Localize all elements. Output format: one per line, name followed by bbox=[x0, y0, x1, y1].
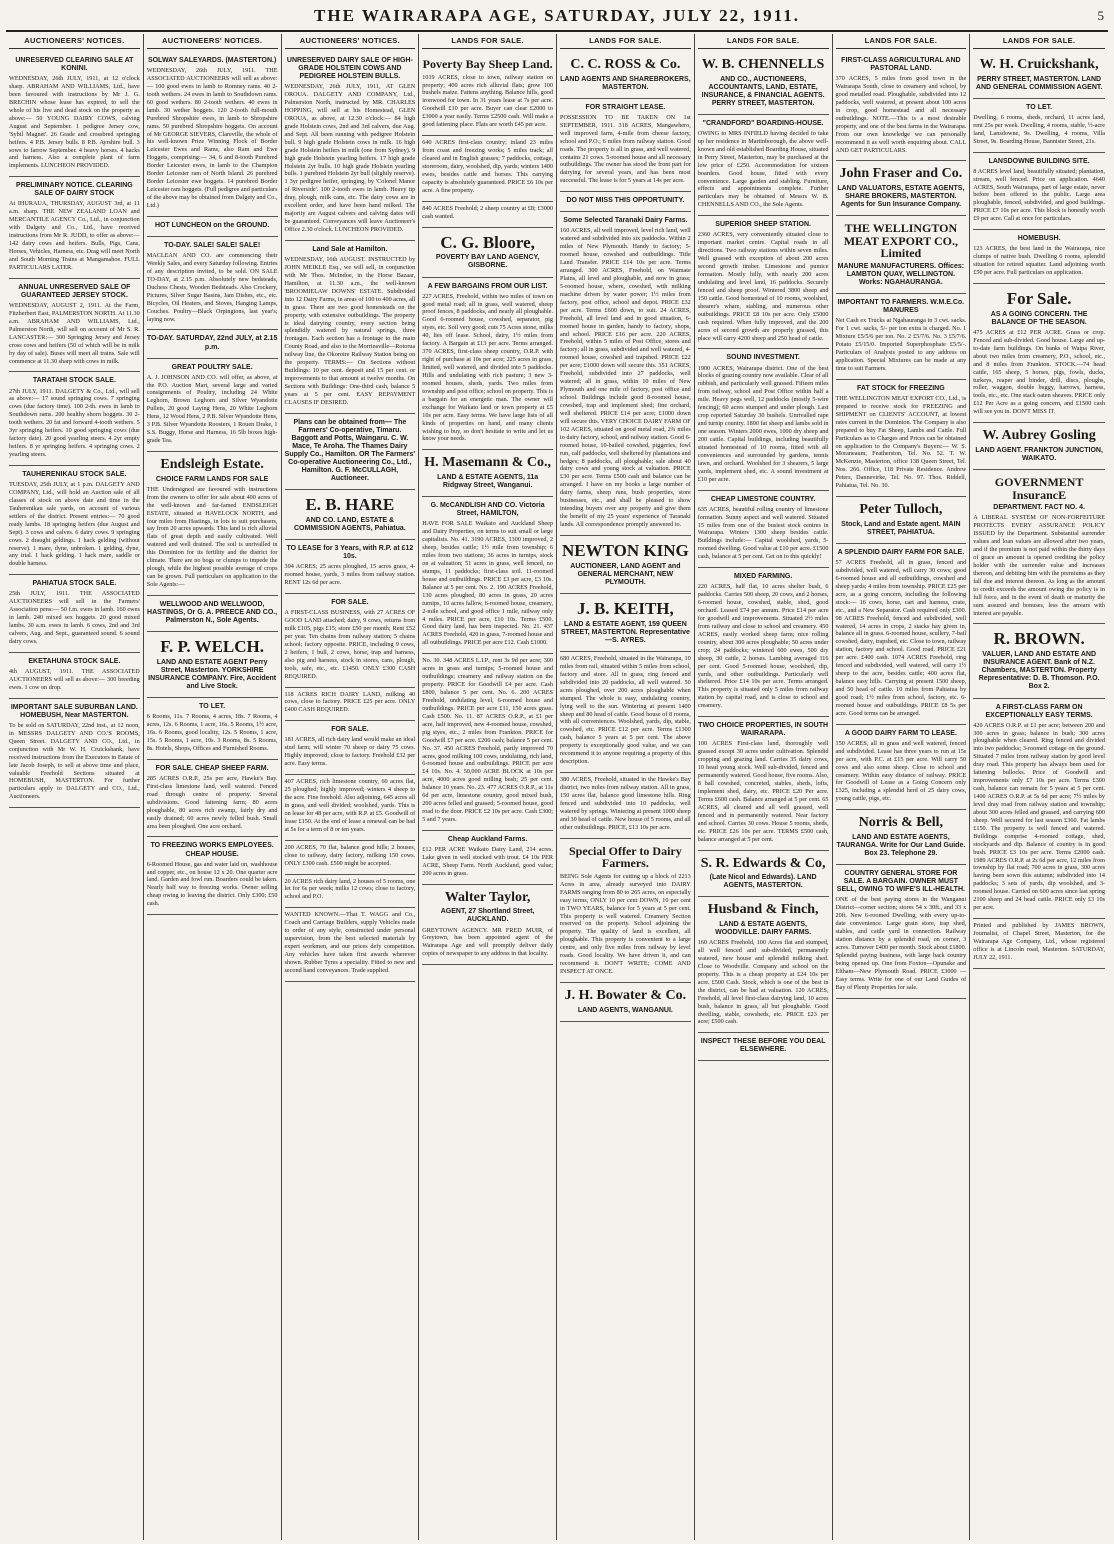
ad-heading: TAUHERENIKAU STOCK SALE. bbox=[22, 470, 127, 478]
ad-heading: PRELIMINARY NOTICE. CLEARING SALE OF DAIRY STOCK bbox=[16, 182, 133, 198]
ad-body-text: 640 ACRES first-class country; inland 23 miles from coast and freezing works; 5 miles track; all cleared and in English grasses; 7 paddocks, cottage, storeroom, dairy, woolshed, dip, yards; winters 1400 ewes, besides cattle and horses. This carrying capacity is absolutely guaranteed. PRICE £6 10s per acre. A fine property. bbox=[422, 139, 553, 194]
ad-body-text: 25th JULY, 1911. THE ASSOCIATED AUCTIONEERS will sell in the Farmers' Association pens:— 50 f.m. ewes in lamb. 160 ewes in lamb. 240 mixed sex hoggets. 20 good mixed lambs. 30 a.m. ewes in lamb. 6 cows, 2nd and 3rd calvers, Aug. and Sept., guaranteed sound. 6 sound dairy cows. bbox=[9, 590, 140, 645]
ad-heading: TO-DAY. SATURDAY, 22nd JULY, at 2.15 p.m. bbox=[146, 335, 278, 351]
ad-body-text: GREYTOWN AGENCY. MR FRED MUIR, of Greytown, has been appointed agent of the Wairarapa Age and will promptly deliver daily copies of newspaper to any address in that locality. bbox=[422, 926, 553, 958]
ad-body-text: Net Cash ex Trucks at Ngahauranga in 3 cwt. sacks. For 1 cwt. sacks, 5/- per ton extra is charged. No. 1 Mixture £5/5/6 per ton. No. 2 £5/7/6. No. 3 £5/7/6. Potato £5/15/0. Imported Superphosphate £5/5/-. Particulars of Analysis posted to any address on application. Special Mixtures can be made at any time to suit Farmers. bbox=[835, 317, 967, 372]
ad-display-name: E. B. HARE bbox=[305, 495, 395, 515]
page-columns bbox=[6, 34, 1108, 1540]
advertisement bbox=[147, 330, 278, 358]
ad-heading: LAND VALUATORS, ESTATE AGENTS, SHARE BROKERS, MASTERTON. Agents for Sun Insurance Company. bbox=[837, 185, 965, 209]
advertisement bbox=[973, 284, 1105, 423]
advertisement bbox=[285, 540, 416, 594]
advertisement bbox=[9, 52, 140, 177]
advertisement bbox=[698, 897, 829, 1033]
ad-body-text: POSSESSION TO BE TAKEN ON 1st SEPTEMBER, 1911. 318 ACRES, Mangawhero, well improved farm, 4-mile from cheese factory, school and P.O.; 6 miles from railway station. Good roads. The property is all in grass, and well watered, contains 21 cows. 5-roomed house and all necessary outbuildings. The owner has stood the front part for dairying for several years, and has been most successful. The lease is for 5 years at 14s per acre. bbox=[560, 113, 691, 185]
ad-heading: FIRST-CLASS AGRICULTURAL AND PASTORAL LAND. bbox=[841, 57, 961, 73]
ad-heading: VALUER, LAND AND ESTATE AND INSURANCE AGENT. Bank of N.Z. Chambers, MASTERTON. Property Representative: D. B. Thomson. P.O. Box 2. bbox=[978, 651, 1100, 691]
advertisement bbox=[973, 230, 1105, 284]
ad-display-name: For Sale. bbox=[1006, 288, 1072, 308]
ad-body-text: 380 ACRES, Freehold, situated in the Hawke's Bay district, two miles from railway station. All in grass, 150 acres flat, balance good limestone hills. Ring fenced and subdivided into 10 paddocks, well watered by springs. Wintering at present 1000 sheep and 30 head of cattle. New house of 5 rooms, and all other outbuildings. PRICE, £13 10s per acre. bbox=[560, 776, 691, 831]
ad-heading: LAND & ESTATE AGENT, 159 QUEEN STREET, MASTERTON. Representative—S. AYRES. bbox=[560, 620, 690, 644]
ad-body-text: 635 ACRES, beautiful rolling country of limestone formation. Sunny aspect and well watered. Situated 15 miles from one of the busiest stock centres in Wairarapa. Winters 1300 sheep besides cattle. Buildings include:— Capital woolshed, yards, 5-roomed dwelling. Good value at £10 per acre. £1500 cash, balance at 5 per cent. Get on to this quickly! bbox=[697, 505, 829, 561]
ad-display-name: Norris & Bell, bbox=[858, 815, 944, 831]
advertisement bbox=[285, 241, 416, 414]
ad-body-text: 6-Roomed House, gas and water laid on, washhouse and copper, etc., on house 12 x 20. One quarter acre land. Garden and fowl run. Boarders could be taken. Nearly half way to freezing works. Owner selling cheap owing to leaving the district. Only £300; £50 cash. bbox=[146, 860, 278, 908]
ad-display-name: Peter Tulloch, bbox=[859, 502, 943, 518]
ad-body-text: 4th AUGUST, 1911. THE ASSOCIATED AUCTIONEERS will sell as above:— 300 breeding ewes. 1 cow on drop. bbox=[9, 667, 140, 691]
page-number: 5 bbox=[1097, 8, 1104, 23]
ad-heading: DEPARTMENT. FACT NO. 4. bbox=[993, 504, 1085, 512]
advertisement bbox=[836, 380, 967, 497]
advertisement bbox=[9, 699, 140, 808]
advertisement bbox=[422, 136, 553, 202]
advertisement bbox=[836, 810, 967, 865]
ad-heading: TO LET. bbox=[199, 703, 226, 711]
advertisement bbox=[422, 497, 553, 654]
ad-heading: TO LET. bbox=[1026, 103, 1053, 111]
ad-body-text: 407 ACRES, rich limestone country, 60 acres flat, 25 ploughed; highly improved; winters 4 sheep to the acre. Fine freehold. Also adjoining, 645 acres all in grass, and well divided; woolshed, yards. This is on lease for 48 per acre, with R.P. at £5. Goodwill of lease £150. At the end of lease a renewal can be had at 5s for a term of 8 or ten years. bbox=[284, 778, 416, 833]
ad-body-text: BEING Sole Agents for cutting up a block of 2213 Acres in area, already surveyed into DAIRY FARMS ranging from 80 to 265 acres, on especially easy terms, ONLY 10 per cent DOWN, 10 per cent in TWO YEARS, balance for 5 years at 5 per cent. This property is well watered. Creamery Section reserved on the property. School adjoining the property. The quality of land is excellent, all ploughable. This property is convenient to a large centre, and only five miles from railway by level roads. Good locality. We have driven it, and can recommend it. DON'T WRITE; COME AND INSPECT AT ONCE. bbox=[560, 872, 691, 976]
ad-body-text: 475 ACRES at £12 PER ACRE. Grass or crop. Fenced and sub-divided. Good house. Large and up-to-date farm buildings. On banks of Waipa River, about two miles from creamery, P.O., school, etc., and 8 miles from Frankton. STOCK.—74 head cattle, 165 sheep, 5 horses, pigs, fowls, ducks, turkeys, reaper and binder, drill, discs, ploughs, roller, waggon, double buggy, harrows, harness, tools, etc., etc. One stack oaten sheaves. PRICE only £12 Per Acre as a going concern, and £1500 cash will see you in. DON'T MISS IT. bbox=[973, 328, 1105, 416]
ad-body-text: 680 ACRES, Freehold, situated in the Wairarapa, 10 miles from rail, situated within 5 miles from school, factory and store. All in grass, ring fenced and subdivided into 20 paddocks, all well watered. 50 acres ploughed, over 200 acres ploughable when stumped. The whole is easy, undulating country, lying well to the sun. Wintering at present 1400 sheep and 80 head of cattle. Good house of 8 rooms, with all conveniences. Woolshed, yards, dip, stable, cowshed, etc. PRICE £12 per acre. Terms £1300 cash, balance 5 years at 5 per cent. The above property is exceptionally good value, and we can recommend it to anyone requiring a property of this description. bbox=[560, 654, 691, 766]
advertisement bbox=[9, 279, 140, 373]
ad-heading: TO-DAY. SALE! SALE! SALE! bbox=[164, 241, 261, 249]
ad-body-text: At IHURAUA, THURSDAY, AUGUST 3rd, at 11 a.m. sharp. THE NEW ZEALAND LOAN and MERCANTILE AGENCY Co., Ltd., in conjunction with Dalgety and Co., Ltd., have received instructions from Mr R. JUDD, to offer as above:— 142 dairy cows and heifers. Bulls, Pigs, Cans, Horses, Vehicles, Harness, etc. Drag will meet North and South Morning Trains at Mangamahoe. FULL PARTICULARS LATER. bbox=[9, 200, 140, 271]
ad-body-text: To be sold on SATURDAY, 22nd inst., at 12 noon, in MESSRS DALGETY AND CO.'S ROOMS, Queen Street. DALGETY AND CO., Ltd., in conjunction with Mr W. H. Cruickshank, have received instructions from the Executors in Estate of late Jacob Joseph, to sell at above time and place, valuable Freehold Sections situated at HOMEBUSH, MASTERTON. For further particulars apply to DALGETY and CO., Ltd., Auctioneers. bbox=[9, 721, 140, 801]
ad-display-name: Special Offer to Dairy Farmers. bbox=[568, 843, 682, 871]
ad-heading: TO LEASE for 3 Years, with R.P. at £12 10s. bbox=[286, 545, 414, 561]
ad-heading: Some Selected Taranaki Dairy Farms. bbox=[563, 217, 688, 225]
ad-heading: LAND AGENTS AND SHAREBROKERS, MASTERTON. bbox=[560, 75, 691, 91]
ad-heading: LAND AND ESTATE AGENT Perry Street, Masterton. YORKSHIRE INSURANCE COMPANY. Fire, Accident and Live Stock. bbox=[148, 658, 277, 691]
ad-display-name: S. R. Edwards & Co, bbox=[700, 855, 826, 871]
ad-heading: LAND & ESTATE AGENTS, 11a Ridgway Street, Wanganui. bbox=[437, 474, 539, 490]
advertisement bbox=[973, 423, 1105, 470]
ad-body-text: 118 ACRES RICH DAIRY LAND, milking 40 cows, close to factory. PRICE £25 per acre. ONLY £400 CASH REQUIRED. bbox=[284, 690, 416, 714]
ad-body-text: HAVE FOR SALE Waikato and Auckland Sheep and Dairy Properties, on terms to suit small or large capitalists. No. 41. 3190 ACRES, 1300 improved, 2 sheep, besides cattle; 1½ mile from township; 6 miles from two stations; 36 acres in turnips, stock on at valuation; 51 acres in grass, well fenced, no stumps, 11 paddocks; first-class soil. 11-roomed house and outbuildings. PRICE £3 per acre, £3 10s. Balance at 5 per cent. No. 2. 190 ACRES Freehold, 130 acres ploughed, 80 acres in grass, 20 acres turnips, 10 acres fallow, 6-roomed house, creamery, 2-mile school, and good office 1 mile, railway only 4 miles. PRICE per acre, £10 10s. Terms £500. Good dairy land, has been inspected. No. 21. 437 ACRES Freehold, 420 in grass, 7-roomed house and all outbuildings. PRICE per acre £12. Cash £1000. bbox=[422, 520, 553, 647]
column-4 bbox=[419, 34, 557, 1540]
ad-heading: FOR SALE. bbox=[331, 599, 369, 607]
ad-body-text: 8 ACRES level land, beautifully situated; plantation, stream, well fenced. Price on application. 4640 ACRES, South Wairarapa, part of large estate, never before been offered to the public. Large area ploughable, fenced, subdivided, and good buildings. PRICE £7 10s per acre. This block is honestly worth £9 per acre. Call at once for particulars. bbox=[973, 167, 1105, 223]
ad-display-name: H. Masemann & Co., bbox=[424, 455, 552, 471]
advertisement bbox=[9, 372, 140, 465]
advertisement bbox=[147, 359, 278, 452]
advertisement bbox=[147, 837, 278, 915]
advertisement bbox=[698, 349, 829, 490]
advertisement bbox=[147, 698, 278, 760]
ad-body-text: 200 ACRES, 70 flat, balance good hills; 2 houses, close to railway, dairy factory, milking 150 cows. ONLY £300 cash. £500 might be accepted. bbox=[284, 843, 416, 867]
column-8 bbox=[970, 34, 1108, 1540]
ad-body-text: 57 ACRES Freehold, all in grass, fenced and subdivided, well watered, will carry 30 cows; good 6-roomed house and all outbuildings, cowshed and sheep yards; 4 miles from township. PRICE £25 per acre, as a going concern, including the following stock:— 16 cows, horse, cart and harness, crate, etc., and a New Separator. Cash required only £300. 98 ACRES Freehold, fenced and subdivided, well watered, 14 acres in crops, 2 stacks hay given in, balance all in grass. 6-roomed house, scullery, 7-bail cowshed, dairy, trapshed, etc. Close to town, railway station, factory and school. Good road. PRICE £21 per acre. £400 cash. 1074 ACRES Freehold, ring fenced and subdivided, well watered, will carry 1½ sheep to the acre, besides cattle; 400 acres flat, balance easy hills. Carrying at present 1500 sheep, and 50 head of cattle. 10 miles from Pahiatua by good road; 1½ miles from school, factory, etc. 6-roomed house and outbuildings. PRICE £8 5s per acre. Good terms can be arranged. bbox=[835, 559, 967, 717]
ad-body-text: 840 ACRES Freehold; 2 sheep country at £8; £3000 cash wanted. bbox=[422, 204, 553, 220]
ad-heading: UNRESERVED CLEARING SALE AT KONINI. bbox=[15, 57, 134, 73]
ad-heading: LAND AGENTS, WANGANUI. bbox=[577, 1006, 673, 1014]
ad-body-text: 285 ACRES O.R.P., 25s per acre, Hawke's Bay. First-class limestone land, well watered. Fenced road through centre of property. Several subdivisions. Good fattening farm; 80 acres ploughable, 80 acres rich swamp, fairly dry and easily drained; 60 acres newly felled bush. Small area been ploughed. One acre orchard. bbox=[146, 774, 278, 830]
ad-heading: TWO CHOICE PROPERTIES, IN SOUTH WAIRARAPA. bbox=[698, 722, 829, 738]
ad-heading: AGENT, 27 Shortland Street, AUCKLAND. bbox=[440, 908, 535, 924]
advertisement bbox=[285, 908, 416, 982]
ad-body-text: 1900 ACRES, Wairarapa district. One of the best blocks of grazing country now available. Clear of all rubbish, and particularly well grassed. Fifteen miles from railway, school and Post Office within half a mile. Heavy pegs well, 12 paddocks (mostly 5-wire fencing); 60 acres stumped and under plough. Last crop reported Saturday 30 bushels. Unrivalled rape and turnip country. 1800 fat sheep and lambs sold in one season. Winters 2000 ewes, 1000 dry sheep and 200 cattle. Capital buildings, including beautifully situated homestead of 10 rooms, fitted with all conveniences and surrounded by gardens, tennis lawn, and orchard. Woolshed for 3 shearers, 5 large yards, implement shed, etc. A sound investment at £10 per acre. bbox=[697, 364, 829, 483]
advertisement bbox=[560, 594, 691, 652]
ad-body-text: ONE of the best paying stores in the Wanganui District—corner section; stores 54 x 30ft., and 33 x 20ft. New 6-roomed Dwelling, with every up-to-date convenience. Large grain store, trap shed, stables, and cattle yard in connection. Railway station distance by a splendid road, on corner, 3 acres. Turnover £400 per month. Stock about £1800. Splendid paying business, with large back country being opened up. One from Foxton—Opunake and Eltham—New Plymouth Road. PRICE £3000 — Easy terms. Write for one of our Land Guides of Bay of Plenty Properties for sale. bbox=[835, 896, 967, 991]
ad-heading: A GOOD DAIRY FARM TO LEASE. bbox=[844, 729, 957, 737]
advertisement bbox=[973, 52, 1105, 99]
ad-display-name: Husband & Finch, bbox=[707, 902, 819, 918]
ad-heading: Stock, Land and Estate agent. MAIN STREET, PAHIATUA. bbox=[841, 520, 961, 536]
ad-body-text: THE WELLINGTON MEAT EXPORT CO., Ltd., is prepared to receive stock for FREEZING and SHIPMENT on CLIENTS' ACCOUNT, at lowest rates current in the Dominion. The Company is also prepared to buy Fat Sheep, Lambs and Cattle. Full Particulars as to Charges and Prices can be obtained on application to the Company's Buyers:— W. S. Moraneaum, Featherston, Tel. No. 52. T. W. McKenzie, Masterton, office 138 Queen Street, Tel. Nos. 266. Office, 118 Private Residence. Andrew Peters, Dannevirke, Tel. No. 97. Thos. Riddell, Pahiatua, Tel. No. 30. bbox=[835, 394, 967, 490]
ad-body-text: 100 ACRES First-class land, thoroughly well grassed except 30 acres under cultivation. Splendid cropping and grazing land. Carries 35 dairy cows, 10 head young stock. Well sub-divided, fenced and permanently watered. Good house, five rooms. Also, 8 ball cowshed, concreted, stables, sheds, lofts, implement shed, dairy, etc. PRICE £20 Per acre. Terms £600 cash. Balance arranged at 5 per cent. 65 ACRES, all cleared and all well grassed, well fenced and in permanently watered. Near factory and school. Carries 30 cows. House 5 rooms, sheds, etc. PRICE £26 10s per acre. TERMS £500 cash, balance arranged at 5 per cent. bbox=[697, 740, 829, 843]
ad-body-text: Printed and published by JAMES BROWN, Journalist, of Chapel Street, Masterton, for the Wairarapa Age Company, Ltd., whose registered office is at Lincoln road, Masterton. SATURDAY, JULY 22, 1911. bbox=[973, 922, 1105, 961]
column-3 bbox=[282, 34, 420, 1540]
ad-heading: EKETAHUNA STOCK SALE. bbox=[28, 657, 121, 665]
ad-heading: TO FREEZING WORKS EMPLOYEES. CHEAP HOUSE. bbox=[150, 842, 274, 858]
ad-body-text: WANTED KNOWN.—That T. WAGG and Co., Coach and Carriage Builders, supply Vehicles made to order of any style, constructed under personal supervision, from the best selected materials by expert workmen, and our prices defy competition. Any vehicles have taken first awards wherever shown. Rubber Tyres a speciality. Fitted to new and second hand conveyances. Trade supplied. bbox=[284, 911, 416, 974]
advertisement bbox=[836, 216, 967, 294]
ad-body-text: THE Undersigned are favoured with instructions from the owners to offer for sale about 400 acres of the well-known and far-famed ENDSLEIGH ESTATE, situated at HAVELOCK NORTH, and four miles from Hastings, in lots to suit purchasers, say from 20 acres upwards. This land is rich alluvial flats of great depth and easily cultivated. Well watered and well drained. The soil is unrivalled in this Dominion for its fertility and the district for climate. There are no bogs or clumps to impede the plough, while the highest possible average of crops can be grown. Full particulars on application to the Sole Agents:— bbox=[146, 485, 278, 589]
advertisement bbox=[422, 885, 553, 966]
advertisement bbox=[836, 52, 967, 161]
ad-display-name: W. B. CHENNELLS bbox=[701, 57, 825, 72]
ad-heading: GREAT POULTRY SALE. bbox=[171, 363, 253, 371]
advertisement bbox=[698, 568, 829, 717]
ad-body-text: WEDNESDAY, 26th JULY, 1911, AT GLEN OROUA. DALGETY AND COMPANY, Ltd., Palmerston North, instructed by MR. CHARLES HOPPING, will sell at his Homestead, GLEN OROUA, as above, at 12.30 o'clock:— 84 high grade Holstein cows, 2nd and 3rd calvers, due Aug. and Sept. All been running with pedigree Holstein bull. 9 high grade Holstein cows in milk. 16 high grade Holstein heifers in milk (one from Sydney). 9 high grade Holstein yearling heifers. 17 high grade Holstein 2yr bulls. 10 high grade Holstein yearling bulls. 1 purebred Holstein 2yr bull (slightly reserve). 1 3yr pedigree heifer, springing, by 'Colonel Manor of Riverside'. 100 2-tooth ewes in lamb. Heavy tip dray, plough, milk cans, etc. The dairy cows are in excellent order, and have been hand milked. The majority are August calvers and calving dates will be guaranteed. Conveyances will leave Auctioneer's Office 2.30 o'clock. LUNCHEON PROVIDED. bbox=[284, 83, 416, 234]
column-header: LANDS FOR SALE. bbox=[560, 34, 691, 49]
ad-display-name: C. G. Bloore, bbox=[440, 232, 535, 252]
advertisement bbox=[147, 217, 278, 237]
advertisement bbox=[836, 161, 967, 216]
ad-heading: UNRESERVED DAIRY SALE OF HIGH-GRADE HOLSTEIN COWS AND PEDIGREE HOLSTEIN BULLS. bbox=[286, 57, 413, 81]
ad-body-text: 160 ACRES, all well improved, level rich land, well watered and subdivided into six paddocks. Within 2 miles of New Plymouth. Handy to factory; 5-roomed house, cowshed and outbuildings. Title Land Transfer. PRICE £14 10s per acre. Terms arranged. 300 ACRES, Freehold, on Waimate Plains, all level and ploughable, and now in grass; 5-roomed house, where, cowshed, with milking machine driven by water power; 1½ miles from factory, post office, school and depot. PRICE £32 per acre. Terms £600 down, to suit. 24 ACRES, Freehold, all level land and in good situation, 6-roomed house in garden, handy to factory, shops, and school. PRICE £16 per acre. 220 ACRES, Freehold, within 5 miles of Post Office, stores and factory; all in grass, subdivided and well watered, 4-roomed house, cowshed and trapshed. PRICE £22 per acre; £1000 down will secure this. 351 ACRES, Freehold, subdivided into 27 paddocks, well watered; all in grass, within 10 miles of New Plymouth and one mile of factory, post office and school. Buildings include good 8-roomed house, cowshed, trap and implement shed; fine orchard, well sheltered. PRICE £14 per acre; £1000 down will secure this. VERY CHOICE DAIRY FARM OF 102 ACRES, situated on good metal road, 2¾ miles to dairy factory, school, and railway station. Good 6-roomed house, 10-bailed cowshed, piggeries, fowl run, calf paddocks, well sheltered by plantations and hedges; 8 paddocks, all ploughable; sale about 40 dairy cows and young stock at valuation. PRICE £30 per acre. Terms £500 cash and balance can be arranged. I have on my books a large number of dairy farms, sheep runs, bush properties, store businesses, etc., and shall be pleased to show intending buyers over any property and give them the benefit of my 25 years' experience of Taranaki lands. All correspondence promptly answered to. bbox=[560, 227, 691, 529]
advertisement bbox=[147, 452, 278, 596]
advertisement bbox=[147, 237, 278, 330]
ad-heading: A FEW BARGAINS FROM OUR LIST. bbox=[427, 282, 548, 290]
ad-body-text: 370 ACRES, 5 miles from good town in the Wairarapa South, close to creamery and school, by good metalled road. Ploughable, subdivided into 12 paddocks, well watered, at present about 100 acres in crop, good homestead and all necessary outbuildings. NOTE.—This is a most desirable property, and one of the best farms in the Wairarapa. From our own knowledge we can personally recommend it as well worth enquiring about. CALL AND GET PARTICULARS. bbox=[835, 75, 967, 154]
ad-heading: FOR SALE. bbox=[331, 726, 369, 734]
ad-body-text: 1019 ACRES, close to town, railway station on property; 400 acres rich alluvial flats; grow 100 bushels maize. Fattens anything. Balance hills, good ironwood for town. In 31 years lease at 7s per acre. Goodwill £10 per acre. Buyer can clear £2000 to £3000 a year easily. Terms £2500 cash. Will make a good fattening place. Flats are worth £45 per acre. bbox=[422, 73, 553, 129]
advertisement bbox=[560, 99, 691, 192]
ad-display-name: Poverty Bay Sheep Land. bbox=[422, 57, 553, 71]
column-header: AUCTIONEERS' NOTICES. bbox=[147, 34, 278, 49]
advertisement bbox=[560, 52, 691, 99]
column-1 bbox=[6, 34, 144, 1540]
ad-heading: CHOICE FARM LANDS FOR SALE bbox=[155, 475, 269, 483]
column-header: AUCTIONEERS' NOTICES. bbox=[285, 34, 416, 49]
advertisement bbox=[285, 52, 416, 241]
ad-heading: LAND AND ESTATE AGENTS, TAURANGA. Write for Our Land Guide. Box 23. Telephone 29. bbox=[836, 833, 966, 858]
advertisement bbox=[147, 632, 278, 698]
ad-body-text: WEDNESDAY, 26th JULY, 1911, at 12 o'clock sharp. ABRAHAM AND WILLIAMS, Ltd., have been favoured with instructions by Mr J. G. BRECHIN whose lease has expired, to sell the whole of his live and dead stock on the property as above:— 50 YOUNG DAIRY COWS, calving August and September. 1 pedigree Jersey cow, 'Sybil Magnet'. 26 Grade and crossbred springing heifers. 4 P.B. Jersey bulls. 8 P.B. Ayrshire bull. 3 sows to farrow September. 4 heavy horses. 4 hacks and harness. Also a complete plant of farm implements. LUNCHEON PROVIDED. bbox=[9, 75, 140, 170]
advertisement bbox=[973, 919, 1105, 969]
ad-body-text: 420 ACRES O.R.P. at £1 per acre; between 200 and 300 acres in grass; balance in bush; 300 acres ploughable when cleared. Ring fenced and divided into two paddocks; 3-roomed cottage on the ground. Situated 7 miles from railway station by good level dray road. This property has always been used for fattening bullocks. Price of Goodwill and improvements only £7 10s per acre. Terms £300 cash, balance can remain for 5 years at 5 per cent. 1400 ACRES O.R.P. at 5s 6d per acre; 7½ miles by level dray road from railway station and township; about 300 acres felled and grassed, and carrying 600 sheep. Well secured for last season £360. Fat lambs £150. The property is well fenced and watered. Buildings comprise 4-roomed cottage, shed, stockyards and dip. Balance of country is in good bush. PRICE £3 10s per acre. Terms £2000 cash. 1989 ACRES O.R.P. at 2s 6d per acre, 12 miles from township by flat road; 700 acres in grass, 300 acres having been sown this autumn; subdivided into 14 paddocks; 3 sets of yards, dip woolshed, and 3-roomed house. Carried on 600 acres since last spring 2100 sheep and 24 head cattle. PRICE only £3 10s per acre. bbox=[973, 721, 1105, 912]
ad-body-text: WEDNESDAY, 26th JULY, 1911. THE ASSOCIATED AUCTIONEERS will sell as above:— 100 good ewes in lamb to Romney rams. 40 2-tooth wethers. 24 ewes in lamb to Southdown rams. 60 good wethers. 80 2-tooth wethers. 40 ewes in lamb. 30 wether hoggets. 120 2-tooth full-mouth Purebred Shropshire ewes, in lamb to Shropshire rams. 50 purebred Shropshire hoggets. On account of Mr GEORGE SIEVERS, Clareville, the whole of his well-known Prize Winning Flock of Border Leicester Ewes and Rams, also Ram and Ewe Hoggets, comprising:— 34, 6 and 8-tooth Purebred Border Leicester ewes, in lamb to the Champion Border Leicester ram of North Island. 26 purebred Border Leicester ewe hoggets. 14 purebred Border Leicester ram hoggets. (Full pedigree and particulars of the above may be obtained from Dalgety and Co., Ltd.) bbox=[146, 67, 278, 209]
ad-heading: TARATAHI STOCK SALE. bbox=[32, 377, 116, 385]
ad-heading: A SPLENDID DAIRY FARM FOR SALE. bbox=[837, 548, 965, 556]
advertisement bbox=[9, 177, 140, 279]
masthead bbox=[6, 4, 1108, 32]
advertisement bbox=[698, 1033, 829, 1061]
advertisement bbox=[147, 52, 278, 217]
ad-body-text: 227 ACRES, Freehold, within two miles of town on good metal road; all in grass, well watered, sheep proof fences, 8 paddocks, and nearly all ploughable. Good 6-roomed house, cowshed, separator, pig styes, etc. Soil very good; cuts 75 Acres stone, milks 40, lies off lease. School, dairy, 1½ miles from factory. A Bargain at £13 per acre. Terms arranged. 370 ACRES, first-class sheep country, O.R.P. with right of purchase at 10s per acre; 225 acres in grass, limited, well watered, and divided into 5 paddocks. Hills and undulating with rich pasture; 3 new 3-roomed houses, sheds, yards. Two miles from township and post office; school on property. This is a bargain for an energetic man. The owner will exchange for Waikato land or town property at £5 10s per acre. Easy terms. We have large lists of all kinds of properties on hand, and many clients wishing to buy, so don't hesitate to write and let us know your needs. bbox=[422, 292, 553, 443]
advertisement bbox=[836, 497, 967, 544]
ad-heading: DO NOT MISS THIS OPPORTUNITY. bbox=[566, 197, 685, 205]
column-7 bbox=[833, 34, 971, 1540]
ad-heading: AND CO. LAND, ESTATE & COMMISSION AGENTS, Pahiatua. bbox=[293, 517, 406, 533]
ad-body-text: TUESDAY, 25th JULY, at 1 p.m. DALGETY AND COMPANY, Ltd., will hold an Auction sale of all classes of stock on above date and time in the Tauherenikau sale yards, on account of various settlers of the district. Present entries:— 70 good ready lambs. 18 springing heifers (due August and Sept). 3 cows and calves. 6 dairy cows. 9 springing cows. 2 draught geldings. 1 hack gelding (without reserve). 1 mare, dyne, unbroken. 1 gelding, dyne, any trial. 1 hack gelding. 1 hack mare, saddle or double harness. bbox=[9, 481, 140, 568]
ad-display-name: THE WELLINGTON MEAT EXPORT CO., Limited bbox=[843, 221, 958, 261]
ad-body-text: No. 30. 348 ACRES L.I.P., rent 3s 9d per acre; 300 acres in grass and turnips; 5-roomed house and outbuildings; creamery and railway station on the property. PRICE for Goodwill £4 per acre. Cash £800, balance 5 per cent. No. 6. 200 ACRES Freehold, undulating level, 6-roomed house and outbuildings. PRICE per acre £11, 150 acres grass. Cash £500. No. 11. 87 ACRES O.R.P., at £1 per acre, half improved, new 4-roomed house, cowshed, pig styes, etc., 2 miles from Frankton. PRICE for Goodwill £7 per acre. £200 cash; balance 5 per cent. No. 37. 450 ACRES Freehold, partly improved 70 acres, good milking 100 cows, undulating, rich land, 6-roomed house and outbuildings. PRICE per acre £4 10s. No. 4. 50,000 ACRE BLOCK at 10s per acre, 4000 acres good milling bush; 25 per cent. balance 10 years. No. 23. 477 ACRES O.R.P., at 11s 6d per acre, limestone country, good mixed bush, 200 acres felled and grassed; 5-roomed house, good road to the door. PRICE £2 10s per acre. Cash £300; 5 and 7 years. bbox=[422, 657, 553, 824]
ad-heading: LAND AGENT. FRANKTON JUNCTION, WAIKATO. bbox=[975, 446, 1103, 462]
advertisement bbox=[973, 470, 1105, 624]
ad-heading: INSPECT THESE BEFORE YOU DEAL ELSEWHERE. bbox=[700, 1038, 826, 1054]
advertisement bbox=[422, 202, 553, 228]
ad-heading: CHEAP LIMESTONE COUNTRY. bbox=[710, 495, 816, 503]
advertisement bbox=[285, 841, 416, 875]
advertisement bbox=[147, 596, 278, 632]
ad-display-name: John Fraser and Co. bbox=[839, 166, 963, 182]
advertisement bbox=[973, 699, 1105, 920]
column-header: LANDS FOR SALE. bbox=[973, 34, 1105, 49]
ad-display-name: W. H. Cruickshank, bbox=[979, 57, 1099, 72]
ad-heading: Cheap Auckland Farms. bbox=[447, 835, 528, 843]
advertisement bbox=[836, 725, 967, 811]
ad-body-text: A LIBERAL SYSTEM OF NON-FORFEITURE PROTECTS EVERY ASSURANCE POLICY ISSUED by the Department. Substantial surrender values and loan values are allowed after two years, and if the premium is not paid within the thirty days of grace an amount is opened crediting the policy holder with the surrender value and increases thereon, and debiting him with the premiums as they fall due and interest thereon. As long as the amount to credit exceeds the amount owing the policy is in full force, and in the event of death or maturity the sum assured and bonuses, less the arrears with interest are payable. bbox=[973, 514, 1105, 617]
advertisement bbox=[698, 491, 829, 569]
ad-display-name: W. Aubrey Gosling bbox=[982, 428, 1096, 444]
ad-heading: POVERTY BAY LAND AGENCY, GISBORNE. bbox=[435, 254, 540, 270]
column-header: LANDS FOR SALE. bbox=[422, 34, 553, 49]
newspaper-title: THE WAIRARAPA AGE, SATURDAY, JULY 22, 1911. bbox=[314, 6, 800, 25]
ad-heading: SUPERIOR SHEEP STATION. bbox=[715, 221, 811, 229]
advertisement bbox=[9, 653, 140, 699]
ad-display-name: Walter Taylor, bbox=[444, 889, 531, 905]
column-header: LANDS FOR SALE. bbox=[836, 34, 967, 49]
ad-heading: LAND & ESTATE AGENTS, WOODVILLE. DAIRY FARMS. bbox=[715, 920, 812, 937]
advertisement bbox=[698, 216, 829, 349]
ad-body-text: WEDNESDAY, 16th AUGUST. INSTRUCTED by JOHN MEIKLE Esq., we will sell, in conjunction with Mr Thos. McIndoe, in the Horse Bazaar, Hamilton, at 11.30 a.m., the well-known 'BROOMIELAW DOWNS' ESTATE. Subdivided into 12 Dairy Farms, in areas of 100 to 400 acres, all in grass. There are two good homesteads on the property, with extensive outbuildings. The property is ideal dairying country, every section being splendidly watered by natural springs, three frontages. Each section has a frontage to the main County Road, and also to the Morrinsville—Rotorua railway line, the Okoroire Railway Station being on the property. TERMS:— On Sections without Buildings: 10 per cent. deposit and 15 per cent. or improvements to that amount at twelve months. On Sections with Buildings: One-third cash, balance 5 years at 5 per cent. EASY REPAYMENT CLAUSES IF DESIRED. bbox=[284, 256, 416, 406]
ad-display-name: C. C. ROSS & Co. bbox=[570, 57, 681, 72]
ad-heading: MIXED FARMING. bbox=[733, 573, 793, 581]
ad-display-name: GOVERNMENT InsurancE bbox=[994, 475, 1084, 502]
ad-heading: FAT STOCK for FREEZING bbox=[857, 384, 945, 392]
ad-heading: Land Sale at Hamilton. bbox=[312, 245, 388, 253]
ad-body-text: 20 ACRES rich dairy land, 2 houses of 5 rooms, one let for 6s per week; milks 12 cows; close to factory, school and P.O. bbox=[284, 877, 416, 901]
ad-heading: "CRANDFORD" BOARDING-HOUSE. bbox=[702, 119, 824, 127]
advertisement bbox=[560, 536, 691, 594]
column-6 bbox=[695, 34, 833, 1540]
ad-display-name: NEWTON KING bbox=[562, 540, 689, 560]
ad-body-text: 6 Rooms, 11s. 7 Rooms, 4 acres, 18s. 7 Rooms, 4 acres, 12s. 6 Rooms, 1 acre, 16s. 5 Rooms, 1½ acre, 16s. 6 Rooms, good locality, 12s. 5 Rooms, 1 acre, 15s. 5 Rooms, 1 acre, 10s. 3 Rooms, 8s. 5 Rooms, 8s. Hotels, Shops, Offices and Furnished Rooms. bbox=[146, 713, 278, 752]
ad-body-text: 160 ACRES Freehold, 100 Acres flat and stumped, all well fenced and sub-divided, permanently watered, new house and splendid milking shed. Close to Woodville. Company and school on the property. This is a cheap property at £24 10s per acre. £500 Cash. Stock, which is one of the best in the district, can be had at valuation. 120 ACRES, Freehold, all level first-class dairying land, 10 acres bush, balance in grass, all but ploughable. Good dwelling, stable, cowsheds, etc. PRICE £23 per acre; £500 cash. bbox=[697, 939, 829, 1026]
ad-heading: COUNTRY GENERAL STORE FOR SALE. A BARGAIN. OWNER MUST SELL, OWING TO WIFE'S ILL-HEALTH. bbox=[836, 870, 965, 894]
advertisement bbox=[285, 688, 416, 722]
ad-display-name: Endsleigh Estate. bbox=[160, 457, 264, 473]
ad-body-text: £12 PER ACRE Waikato Dairy Land, 214 acres. Lake given in well stocked with trout. £4 10s PER ACRE, Sheep Farm. North Auckland, good value; 200 acres in grass. bbox=[422, 846, 553, 877]
ad-heading: AUCTIONEER, LAND AGENT and GENERAL MERCHANT, NEW PLYMOUTH. bbox=[570, 562, 681, 586]
ad-body-text: 220 ACRES, half flat, 10 acres shelter bush, 6 paddocks. Carries 500 sheep, 20 cows, and 2 horses, 6-roomed house, cowshed, stable, shed, good orchard. Leased £74 per annum. Price £14 per acre for goodwill and improvements. Situated 2½ miles from railway and close to school and creamery. 450 ACRES, easily worked sheep farm; nice rolling country, about 300 acres ploughable; 50 acres under crop; 24 paddocks; wintered 600 ewes, 500 dry sheep, 30 cattle, 2 horses. Lambing averaged 116 per cent. Good 5-roomed house, woolshed, dip, yards, and other outbuildings. Particularly well sheltered. Price £14 10s per acre. Terms arranged. This property is situated only 5 miles from railway station by capital road, and is close to school and creamery. bbox=[697, 583, 829, 710]
column-2 bbox=[144, 34, 282, 1540]
advertisement bbox=[560, 839, 691, 983]
ad-body-text: A FIRST-CLASS BUSINESS, with 27 ACRES OF GOOD LAND attached; dairy, 9 cows, returns from milk £105, pigs £15; store £50 per month; Rent £52 per year. Ten chains from railway station; 5 chains school; factory opposite. PRICE, including 9 cows, 2 heifers, 1 bull, 2 cows, horse, trap and harness, also pig and harness, stock in stores, cans, plough, tools, safe, etc., etc. £1450. ONLY £300 CASH REQUIRED. bbox=[284, 609, 416, 680]
advertisement bbox=[285, 594, 416, 687]
ad-heading: PERRY STREET, MASTERTON. LAND AND GENERAL COMMISSION AGENT. bbox=[975, 75, 1103, 91]
ad-heading: HOT LUNCHEON on the GROUND. bbox=[154, 221, 270, 229]
advertisement bbox=[698, 52, 829, 115]
ad-body-text: OWING to MRS INFIELD having decided to take up her residence in Martinborough, the above well-known and old established Boarding House, situated in Perry Street, Masterton, may be purchased at the low price of £250. Accommodation for sixteen boarders. Good house, fitted with every convenience. Large garden and stabling. Furniture, effects and appointments complete. Further particulars may be obtained of Messrs W. B. CHENNELLS AND CO., the Sole Agents. bbox=[697, 129, 829, 209]
ad-heading: ANNUAL UNRESERVED SALE OF GUARANTEED JERSEY STOCK. bbox=[18, 283, 131, 299]
ad-heading: PAHIATUA STOCK SALE. bbox=[32, 580, 117, 588]
ad-body-text: 27th JULY, 1911. DALGETY & Co., Ltd., will sell as above:— 17 sound springing cows. 7 springing cows (due factory time). 100 2-th. ewes in lamb to Southdown rams. 200 healthy shorn hoggets. 30 2-tooth wethers. 20 fat and forward 4-tooth wethers. 5 3yr springing heifers. 10 good springing cows (due factory date). 20 good yearling steers. 4 2yr empty heifers. 8 yr springing heifers. 4 springing cows. 2 yearling steers. bbox=[9, 387, 140, 459]
ad-body-text: 2360 ACRES, very conveniently situated close to important market centre. Capital roads in all directions. Two railway stations within seven miles. Well grassed with exception of about 200 acres second growth timber. Limestone and pumice formation. Mostly hilly, with nearly 200 acres undulating and level land, 16 paddocks. Securely fenced and sheep proof. Wintered 3800 sheep and 150 cattle. Good homestead of 10 rooms, woolshed, shearer's whare, stabling, and numerous other outbuildings. PRICE £8 10s per acre. Only £5000 cash required. When fully improved, and the 200 acres of second growth are properly grassed, this place will carry 4200 sheep and 250 head of cattle. bbox=[697, 231, 829, 342]
ad-heading: MANURE MANUFACTURERS. Offices: LAMBTON QUAY, WELLINGTON. Works: NGAHAURANGA. bbox=[837, 263, 965, 287]
ad-display-name: J. H. Bowater & Co. bbox=[564, 988, 687, 1004]
ad-heading: G. McCANDLISH AND CO. Victoria Street, HAMILTON, bbox=[430, 502, 545, 518]
ad-body-text: A. J. JOHNSON AND CO. will offer, as above, at the P.O. Auction Mart, several large and varied consignments of Poultry, including 24 White Leghorn, Brown Leghorn and Silver Wyandotte Pullets, 20 good Laying Hens, 20 White Leghorn Hens, 12 Wood Hens, 2 P.B. Silver Wyandotte Hens, 3 P.B. Silver Wyandotte Roosters, 1 Rouen Drake, 1 S.S. Buggy, Horse and Harness, 16 5lb boxes high-grade Tea. bbox=[146, 373, 278, 445]
advertisement bbox=[836, 544, 967, 725]
ad-body-text: 123 ACRES, the best land in the Wairarapa, nice clumps of native bush. Dwelling 6 rooms, splendid situation for retired squatter. Land adjoining worth £50 per acre. Full particulars on application. bbox=[973, 245, 1105, 277]
advertisement bbox=[285, 721, 416, 775]
ad-heading: (Late Nicol and Edwards). LAND AGENTS, MASTERTON. bbox=[709, 874, 817, 890]
column-header: LANDS FOR SALE. bbox=[698, 34, 829, 49]
advertisement bbox=[560, 773, 691, 839]
ad-heading: FOR SALE. CHEAP SHEEP FARM. bbox=[155, 764, 269, 772]
ad-heading: WELLWOOD AND WELLWOOD, HASTINGS, Or G. A. PREECE AND CO., Palmerston N., Sole Agents. bbox=[147, 600, 278, 625]
advertisement bbox=[285, 414, 416, 490]
advertisement bbox=[560, 212, 691, 536]
advertisement bbox=[9, 466, 140, 575]
advertisement bbox=[973, 99, 1105, 153]
advertisement bbox=[698, 115, 829, 216]
advertisement bbox=[285, 490, 416, 540]
ad-heading: AND CO., AUCTIONEERS, ACCOUNTANTS, LAND, ESTATE, INSURANCE, & FINANCIAL AGENTS. PERRY STREET, MASTERTON. bbox=[701, 75, 825, 107]
ad-heading: HOMEBUSH. bbox=[1017, 235, 1061, 243]
ad-display-name: R. BROWN. bbox=[993, 629, 1085, 649]
ad-body-text: 181 ACRES, all rich dairy land would make an ideal stud farm; will winter 70 sheep or dairy 75 cows. Highly improved; close to factory. Freehold £32 per acre. Easy terms. bbox=[284, 736, 416, 768]
ad-heading: IMPORTANT SALE SUBURBAN LAND. HOMEBUSH, Near MASTERTON. bbox=[10, 703, 138, 719]
advertisement bbox=[422, 52, 553, 136]
advertisement bbox=[698, 717, 829, 850]
ad-heading: SOLWAY SALEYARDS. (MASTERTON.) bbox=[147, 57, 277, 64]
column-header: AUCTIONEERS' NOTICES. bbox=[9, 34, 140, 49]
ad-heading: SOUND INVESTMENT. bbox=[726, 354, 800, 362]
ad-heading: A FIRST-CLASS FARM ON EXCEPTIONALLY EASY TERMS. bbox=[985, 703, 1093, 719]
advertisement bbox=[698, 851, 829, 898]
advertisement bbox=[422, 450, 553, 497]
ad-body-text: Dwelling, 6 rooms, sheds, orchard, 11 acres land, rent 25s per week. Dwelling, 4 rooms, stable, ½-acre land, Lansdowne, 9s. Dwelling, 4 rooms, Villa Street, 9s. Boarding House, Bannister Street, 21s. bbox=[973, 113, 1105, 145]
advertisement bbox=[560, 652, 691, 773]
advertisement bbox=[973, 153, 1105, 231]
advertisement bbox=[422, 228, 553, 278]
advertisement bbox=[836, 294, 967, 380]
ad-body-text: WEDNESDAY, AUGUST 2, 1911. At the Farm, Fitzherbert East, PALMERSTON NORTH. At 11.30 a.m. ABRAHAM AND WILLIAMS, Ltd., Palmerston North, will sell on account of Mr S. R. LANCASTER:— 300 Springing Jersey and Jersey cross cows and heifers (50 of which will be in milk by day of sale). Buses will meet all trains. Sale will commence at 11.30 sharp with cows in milk. bbox=[9, 301, 140, 365]
ad-heading: AS A GOING CONCERN. THE BALANCE OF THE SEASON. bbox=[990, 310, 1088, 326]
column-5 bbox=[557, 34, 695, 1540]
ad-heading: FOR STRAIGHT LEASE. bbox=[585, 103, 666, 111]
advertisement bbox=[285, 875, 416, 909]
ad-body-text: 150 ACRES, all in grass and well watered, fenced and subdivided. Lease has three years to run at 15s per acre, with P.C. at £15 per acre. Will carry 50 cows and also some sheep. Close to school and creamery. Within easy distance of railway. PRICE for Goodwill of Lease as a Going Concern only £325, including a splendid herd of 25 dairy cows, young cattle, pigs, etc. bbox=[835, 739, 967, 803]
advertisement bbox=[560, 192, 691, 212]
advertisement bbox=[422, 654, 553, 831]
ad-heading: IMPORTANT TO FARMERS. W.M.E.Co. MANURES bbox=[837, 299, 965, 315]
advertisement bbox=[147, 760, 278, 838]
ad-heading: Plans can be obtained from— The Farmers' Co-operative, Timaru. Baggott and Potts, Waingaru. C. W. Mace, Te Aroha. The Thames Dairy Supply Co., Hamilton. OR The Farmers' Co-operative Auctioneering Co., Ltd., Hamilton. G. F. McCULLAGH, Auctioneer. bbox=[284, 418, 416, 483]
advertisement bbox=[285, 775, 416, 841]
advertisement bbox=[422, 831, 553, 885]
ad-heading: LANSDOWNE BUILDING SITE. bbox=[988, 157, 1090, 165]
ad-display-name: F. P. WELCH. bbox=[160, 637, 265, 657]
ad-display-name: J. B. KEITH, bbox=[576, 598, 674, 618]
advertisement bbox=[560, 983, 691, 1022]
ad-body-text: 394 ACRES; 25 acres ploughed, 15 acres grass, 4-roomed house, yards, 3 miles from railway station. RENT 12s 6d per acre. bbox=[284, 563, 416, 587]
advertisement bbox=[836, 865, 967, 998]
advertisement bbox=[9, 575, 140, 653]
advertisement bbox=[422, 278, 553, 451]
advertisement bbox=[973, 624, 1105, 698]
ad-body-text: MACLEAN AND CO. are commencing their Weekly Sales, and every Saturday following. Entries of any description invited, to be sold. ON SALE TO-DAY, at 2.15 p.m. Absolutely new bedsteads, Duchess Chests, Wooden Bedsteads. Also Crockery, Pictures, Silver Sugar Basins, Jam Dishes, etc., etc. Bicycles, Oil Heaters, and Stoves, Hanging Lamps, Couches. Poultry—Black Orpingtons, last year's; laying now. bbox=[146, 252, 278, 323]
